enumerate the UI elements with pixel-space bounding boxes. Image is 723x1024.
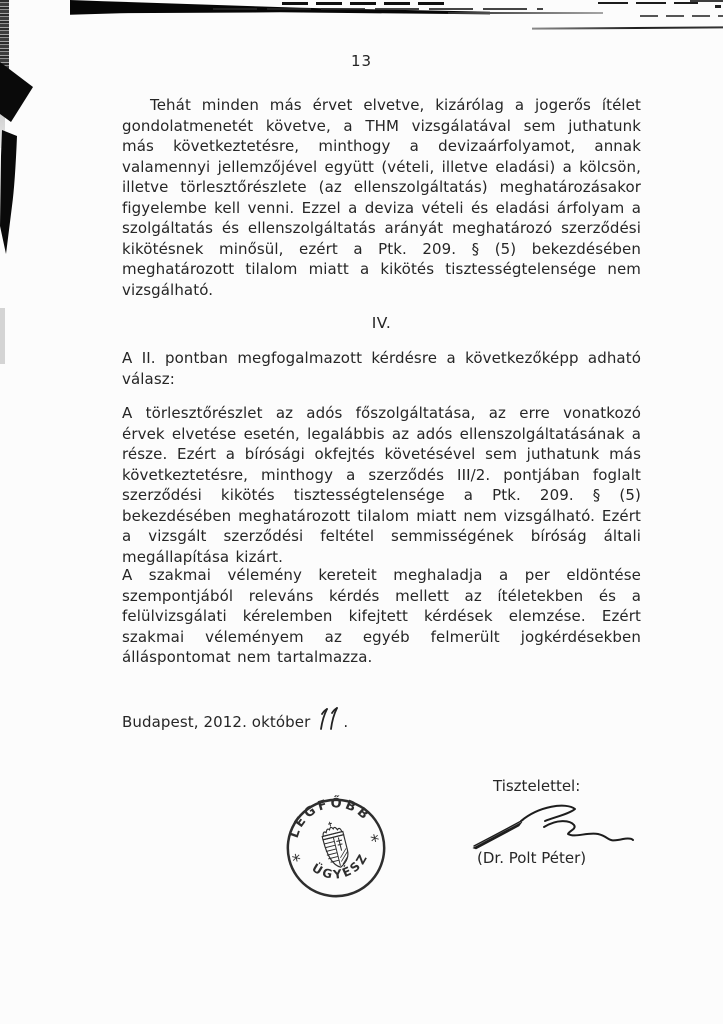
page-number: 13 bbox=[350, 52, 373, 70]
scan-edge-gray-patch bbox=[0, 308, 5, 364]
scan-artifact-left-fold bbox=[0, 56, 40, 261]
closing-salutation: Tisztelettel: bbox=[493, 777, 581, 795]
section-heading: IV. bbox=[371, 314, 392, 332]
scan-artifact-dash-line bbox=[640, 15, 723, 17]
handwritten-day bbox=[315, 706, 341, 732]
scan-artifact-dash-line bbox=[532, 26, 723, 29]
signature bbox=[471, 800, 636, 855]
body-paragraph-4: A szakmai vélemény kereteit meghaladja a per eldöntése szempontjából releváns kérdés mellett az ítéletekben és a felülvizsgálati kérelemben kifejtett kérdések elemzése. Ezért szakmai véleményem az egyéb felmerült jogkérdésekben álláspontomat nem tartalmazza. bbox=[122, 566, 641, 666]
body-paragraph-2: A II. pontban megfogalmazott kérdésre a következőképp adható válasz: bbox=[122, 349, 641, 388]
date-line bbox=[122, 706, 348, 732]
coat-of-arms-icon bbox=[319, 819, 351, 869]
date-suffix: . bbox=[343, 713, 349, 731]
scan-artifact-dot bbox=[715, 5, 721, 8]
scan-artifact-dash-line bbox=[448, 12, 603, 14]
prosecutor-stamp bbox=[272, 784, 400, 912]
stamp-left-asterisk: * bbox=[290, 850, 304, 873]
body-paragraph-1: Tehát minden más érvet elvetve, kizárólag a jogerős ítélet gondolatmenetét követve, a THM vizsgálatával sem juthatunk más következtetésre, minthogy a devizaárfolyamot, annak valamennyi jellemzőjével együtt (vételi, illetve eladási) a kölcsön, illetve törlesztőrészlete (az ellenszolgáltatás) meghatározásakor figyelembe kell venni. Ezzel a deviza vételi és eladási árfolyam a szolgáltatás és ellenszolgáltatás arányát meghatározó szerződési kikötésnek minősül, ezért a Ptk. 209. § (5) bekezdésében meghatározott tilalom miatt a kikötés tisztességtelensége nem vizsgálható. bbox=[122, 96, 641, 299]
scan-artifact-dash-line bbox=[690, 0, 723, 2]
stamp-top-text: LEGFŐBB bbox=[286, 796, 374, 841]
signer-name: (Dr. Polt Péter) bbox=[477, 849, 587, 867]
scan-artifact-dash-line bbox=[598, 2, 698, 4]
date-prefix: Budapest, 2012. október bbox=[122, 713, 311, 731]
scan-artifact-dash-line bbox=[282, 2, 450, 5]
scan-artifact-dash-line bbox=[213, 8, 543, 10]
stamp-bottom-text: ÜGYÉSZ bbox=[309, 850, 371, 882]
body-paragraph-3: A törlesztőrészlet az adós főszolgáltatása, az erre vonatkozó érvek elvetése esetén, legalábbis az adós ellenszolgáltatásának a része. Ezért a bírósági okfejtés követésével sem juthatunk más következtetésre, minthogy a szerződés III/2. pontjában foglalt szerződési kikötés tisztességtelensége a Ptk. 209. § (5) bekezdésében meghatározott tilalom miatt nem vizsgálható. Ezért a vizsgált szerződési feltétel semmisségének bíróság általi megállapítása kizárt. bbox=[122, 404, 641, 566]
stamp-right-asterisk: * bbox=[369, 831, 383, 853]
